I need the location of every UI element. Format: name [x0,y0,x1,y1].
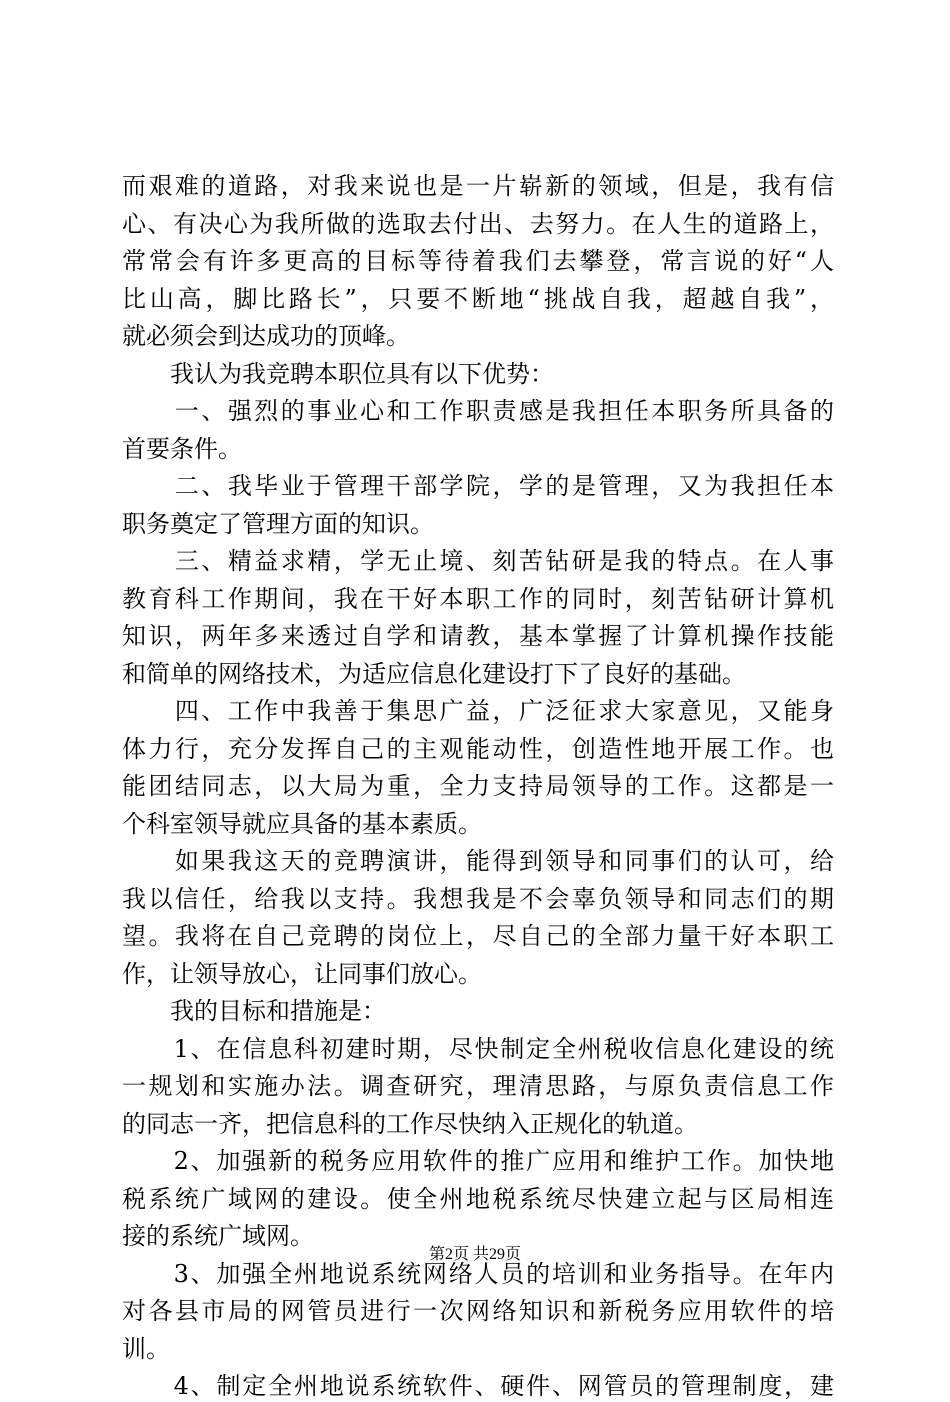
text-line: 训。 [122,1335,170,1363]
text-line: 职务奠定了管理方面的知识。 [122,510,434,538]
text-line: 如果我这天的竞聘演讲，能得到领导和同事们的认可，给 [122,847,834,875]
text-line: 的同志一齐，把信息科的工作尽快纳入正规化的轨道。 [122,1110,698,1138]
text-line: 一规划和实施办法。调查研究，理清思路，与原负责信息工作 [122,1072,834,1100]
text-line: 一、强烈的事业心和工作职责感是我担任本职务所具备的 [122,397,834,425]
text-line: 3、加强全州地说系统网络人员的培训和业务指导。在年内 [122,1260,834,1288]
text-line: 而艰难的道路，对我来说也是一片崭新的领域，但是，我有信 [122,172,834,200]
text-line: 教育科工作期间，我在干好本职工作的同时，刻苦钻研计算机 [122,585,834,613]
text-line: 心、有决心为我所做的选取去付出、去努力。在人生的道路上， [122,210,834,238]
page-footer: 第2页 共29页 [428,1246,521,1263]
text-line: 作，让领导放心，让同事们放心。 [122,960,482,988]
text-line: 对各县市局的网管员进行一次网络知识和新税务应用软件的培 [122,1297,834,1325]
text-line: 我以信任，给我以支持。我想我是不会辜负领导和同志们的期 [122,885,834,913]
text-line: 个科室领导就应具备的基本素质。 [122,810,482,838]
text-line: 知识，两年多来透过自学和请教，基本掌握了计算机操作技能 [122,622,834,650]
text-line: 四、工作中我善于集思广益，广泛征求大家意见，又能身 [122,697,834,725]
text-line: 1、在信息科初建时期，尽快制定全州税收信息化建设的统 [122,1035,834,1063]
text-line: 能团结同志，以大局为重，全力支持局领导的工作。这都是一 [122,772,834,800]
text-line: 我的目标和措施是： [122,997,386,1025]
text-line: 我认为我竞聘本职位具有以下优势： [122,360,554,388]
text-line: 和简单的网络技术，为适应信息化建设打下了良好的基础。 [122,660,746,688]
text-line: 就必须会到达成功的顶峰。 [122,322,410,350]
text-line: 2、加强新的税务应用软件的推广应用和维护工作。加快地 [122,1147,834,1175]
text-line: 体力行，充分发挥自己的主观能动性，创造性地开展工作。也 [122,735,834,763]
text-line: 接的系统广域网。 [122,1222,314,1250]
text-line: 4、制定全州地说系统软件、硬件、网管员的管理制度，建 [122,1372,834,1400]
text-line: 税系统广域网的建设。使全州地税系统尽快建立起与区局相连 [122,1185,834,1213]
text-line: 常常会有许多更高的目标等待着我们去攀登，常言说的好“人 [122,247,834,275]
text-line: 望。我将在自己竞聘的岗位上，尽自己的全部力量干好本职工 [122,922,834,950]
text-line: 三、精益求精，学无止境、刻苦钻研是我的特点。在人事 [122,547,834,575]
text-line: 二、我毕业于管理干部学院，学的是管理，又为我担任本 [122,472,834,500]
text-line: 比山高，脚比路长”，只要不断地“挑战自我，超越自我”， [122,285,834,313]
text-line: 首要条件。 [122,435,242,463]
